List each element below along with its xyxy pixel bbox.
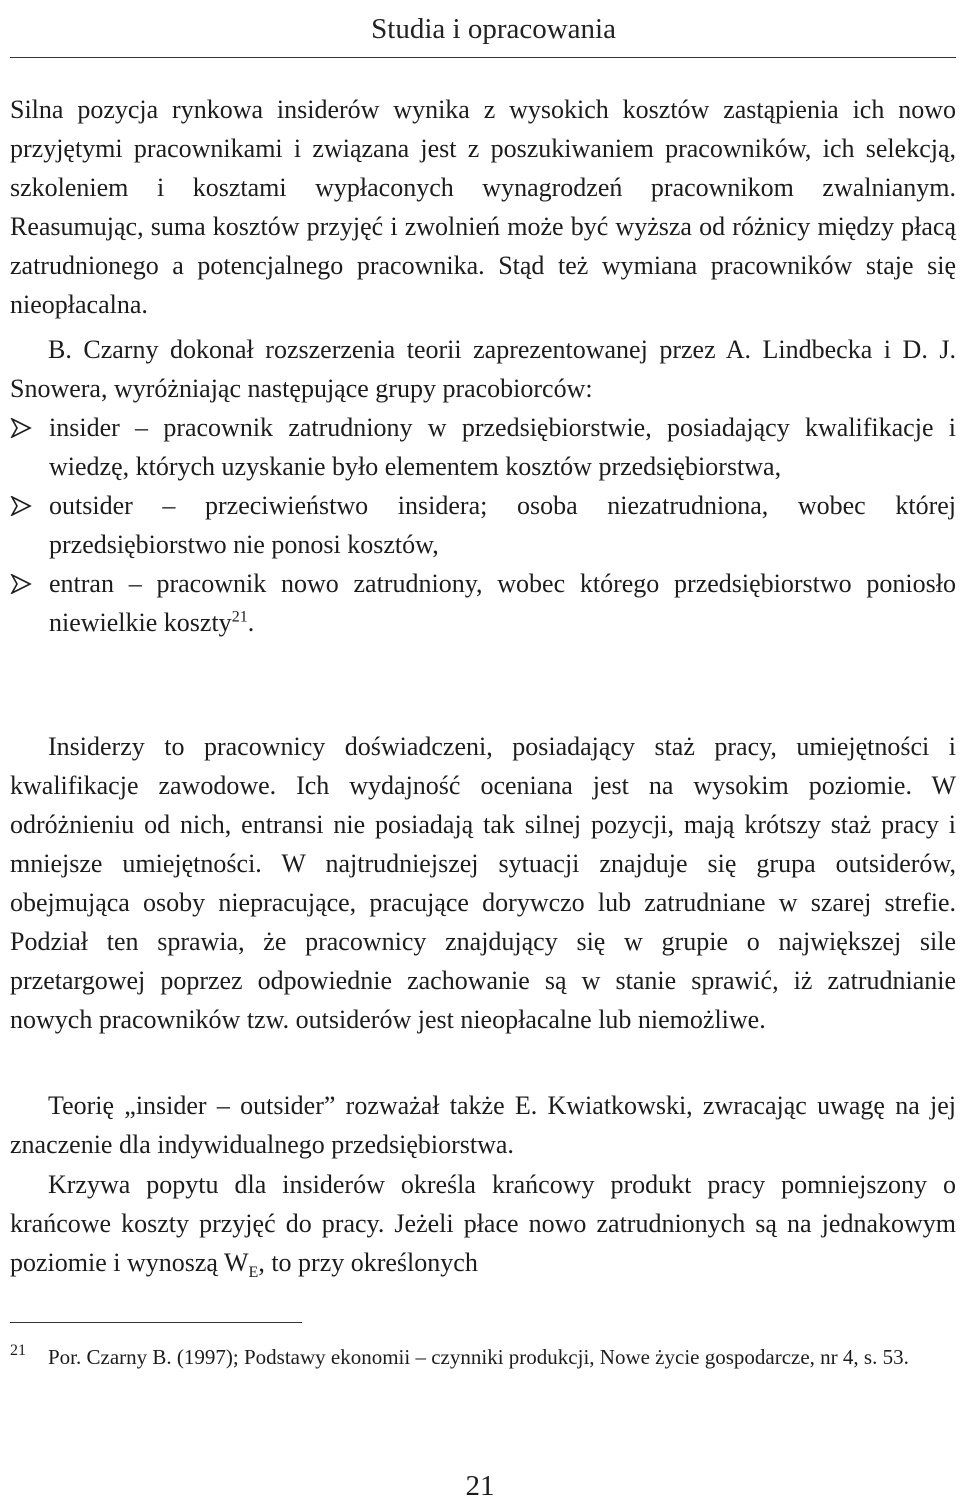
paragraph-1: Silna pozycja rynkowa insiderów wynika z wysokich kosztów zastąpienia ich nowo przyjętymi pracownikami i związana jest z poszukiwaniem pracowników, ich selekcją, szkoleniem i kosztami wypłaconych wynagrodzeń pracownikom zwalnianym. Reasumując, suma kosztów przyjęć i zwolnień może być wyższa od różnicy między płacą zatrudnionego a potencjalnego pracownika. Stąd też wymiana pracowników staje się nieopłacalna. bbox=[10, 95, 956, 319]
arrowhead-bullet-icon bbox=[10, 408, 32, 438]
paragraph-5-text: Krzywa popytu dla insiderów określa krańcowy produkt pracy pomniejszony o krańcowe koszty przyjęć do pracy. Jeżeli płace nowo zatrudnionych są na jednakowym poziomie i wynoszą W bbox=[10, 1170, 956, 1277]
header-title: Studia i opracowania bbox=[371, 13, 616, 45]
paragraph-5 bbox=[10, 1165, 956, 1282]
paragraph-5-tail: , to przy określonych bbox=[258, 1248, 478, 1277]
paragraph-3: Insiderzy to pracownicy doświadczeni, posiadający staż pracy, umiejętności i kwalifikacje zawodowe. Ich wydajność oceniana jest na wysokim poziomie. W odróżnieniu od nich, entransi nie posiadają tak silnej pozycji, mają krótszy staż pracy i mniejsze umiejętności. W najtrudniejszej sytuacji znajduje się grupa outsiderów, obejmująca osoby niepracujące, pracujące dorywczo lub zatrudniane w szarej strefie. Podział ten sprawia, że pracownicy znajdujący się w grupie o największej sile przetargowej poprzez odpowiednie zachowanie są w stanie sprawić, iż zatrudnianie nowych pracowników tzw. outsiderów jest nieopłacalne lub niemożliwe. bbox=[10, 732, 956, 1034]
running-header bbox=[10, 0, 956, 58]
subscript: E bbox=[248, 1264, 259, 1282]
page-number: 21 bbox=[465, 1470, 495, 1502]
footnote-text: Por. Czarny B. (1997); Podstawy ekonomii – czynniki produkcji, Nowe życie gospodarcze, nr 4, s. 53. bbox=[48, 1345, 909, 1369]
footnote bbox=[10, 1342, 956, 1372]
bullet-text: entran – pracownik nowo zatrudniony, wobec którego przedsiębiorstwo poniosło niewielkie koszty bbox=[49, 569, 956, 637]
footnote-ref: 21 bbox=[231, 608, 248, 626]
paragraph-4: Teorię „insider – outsider” rozważał także E. Kwiatkowski, zwracając uwagę na jej znaczenie dla indywidualnego przedsiębiorstwa. bbox=[10, 1091, 956, 1159]
bullet-end: . bbox=[247, 608, 255, 637]
footnote-number: 21 bbox=[10, 1342, 26, 1359]
list-item bbox=[10, 408, 956, 486]
arrowhead-bullet-icon bbox=[10, 564, 32, 594]
paragraph-2: B. Czarny dokonał rozszerzenia teorii zaprezentowanej przez A. Lindbecka i D. J. Snowera, wyróżniając następujące grupy pracobiorców: bbox=[10, 335, 956, 403]
list-item bbox=[10, 564, 956, 642]
footnote-divider bbox=[10, 1322, 302, 1323]
bullet-text: outsider – przeciwieństwo insidera; osoba niezatrudniona, wobec której przedsiębiorstwo nie ponosi kosztów, bbox=[49, 491, 956, 559]
arrowhead-bullet-icon bbox=[10, 486, 32, 516]
bullet-text: insider – pracownik zatrudniony w przedsiębiorstwie, posiadający kwalifikacje i wiedzę, których uzyskanie było elementem kosztów przedsiębiorstwa, bbox=[49, 413, 956, 481]
bullet-list bbox=[10, 408, 956, 642]
list-item bbox=[10, 486, 956, 564]
